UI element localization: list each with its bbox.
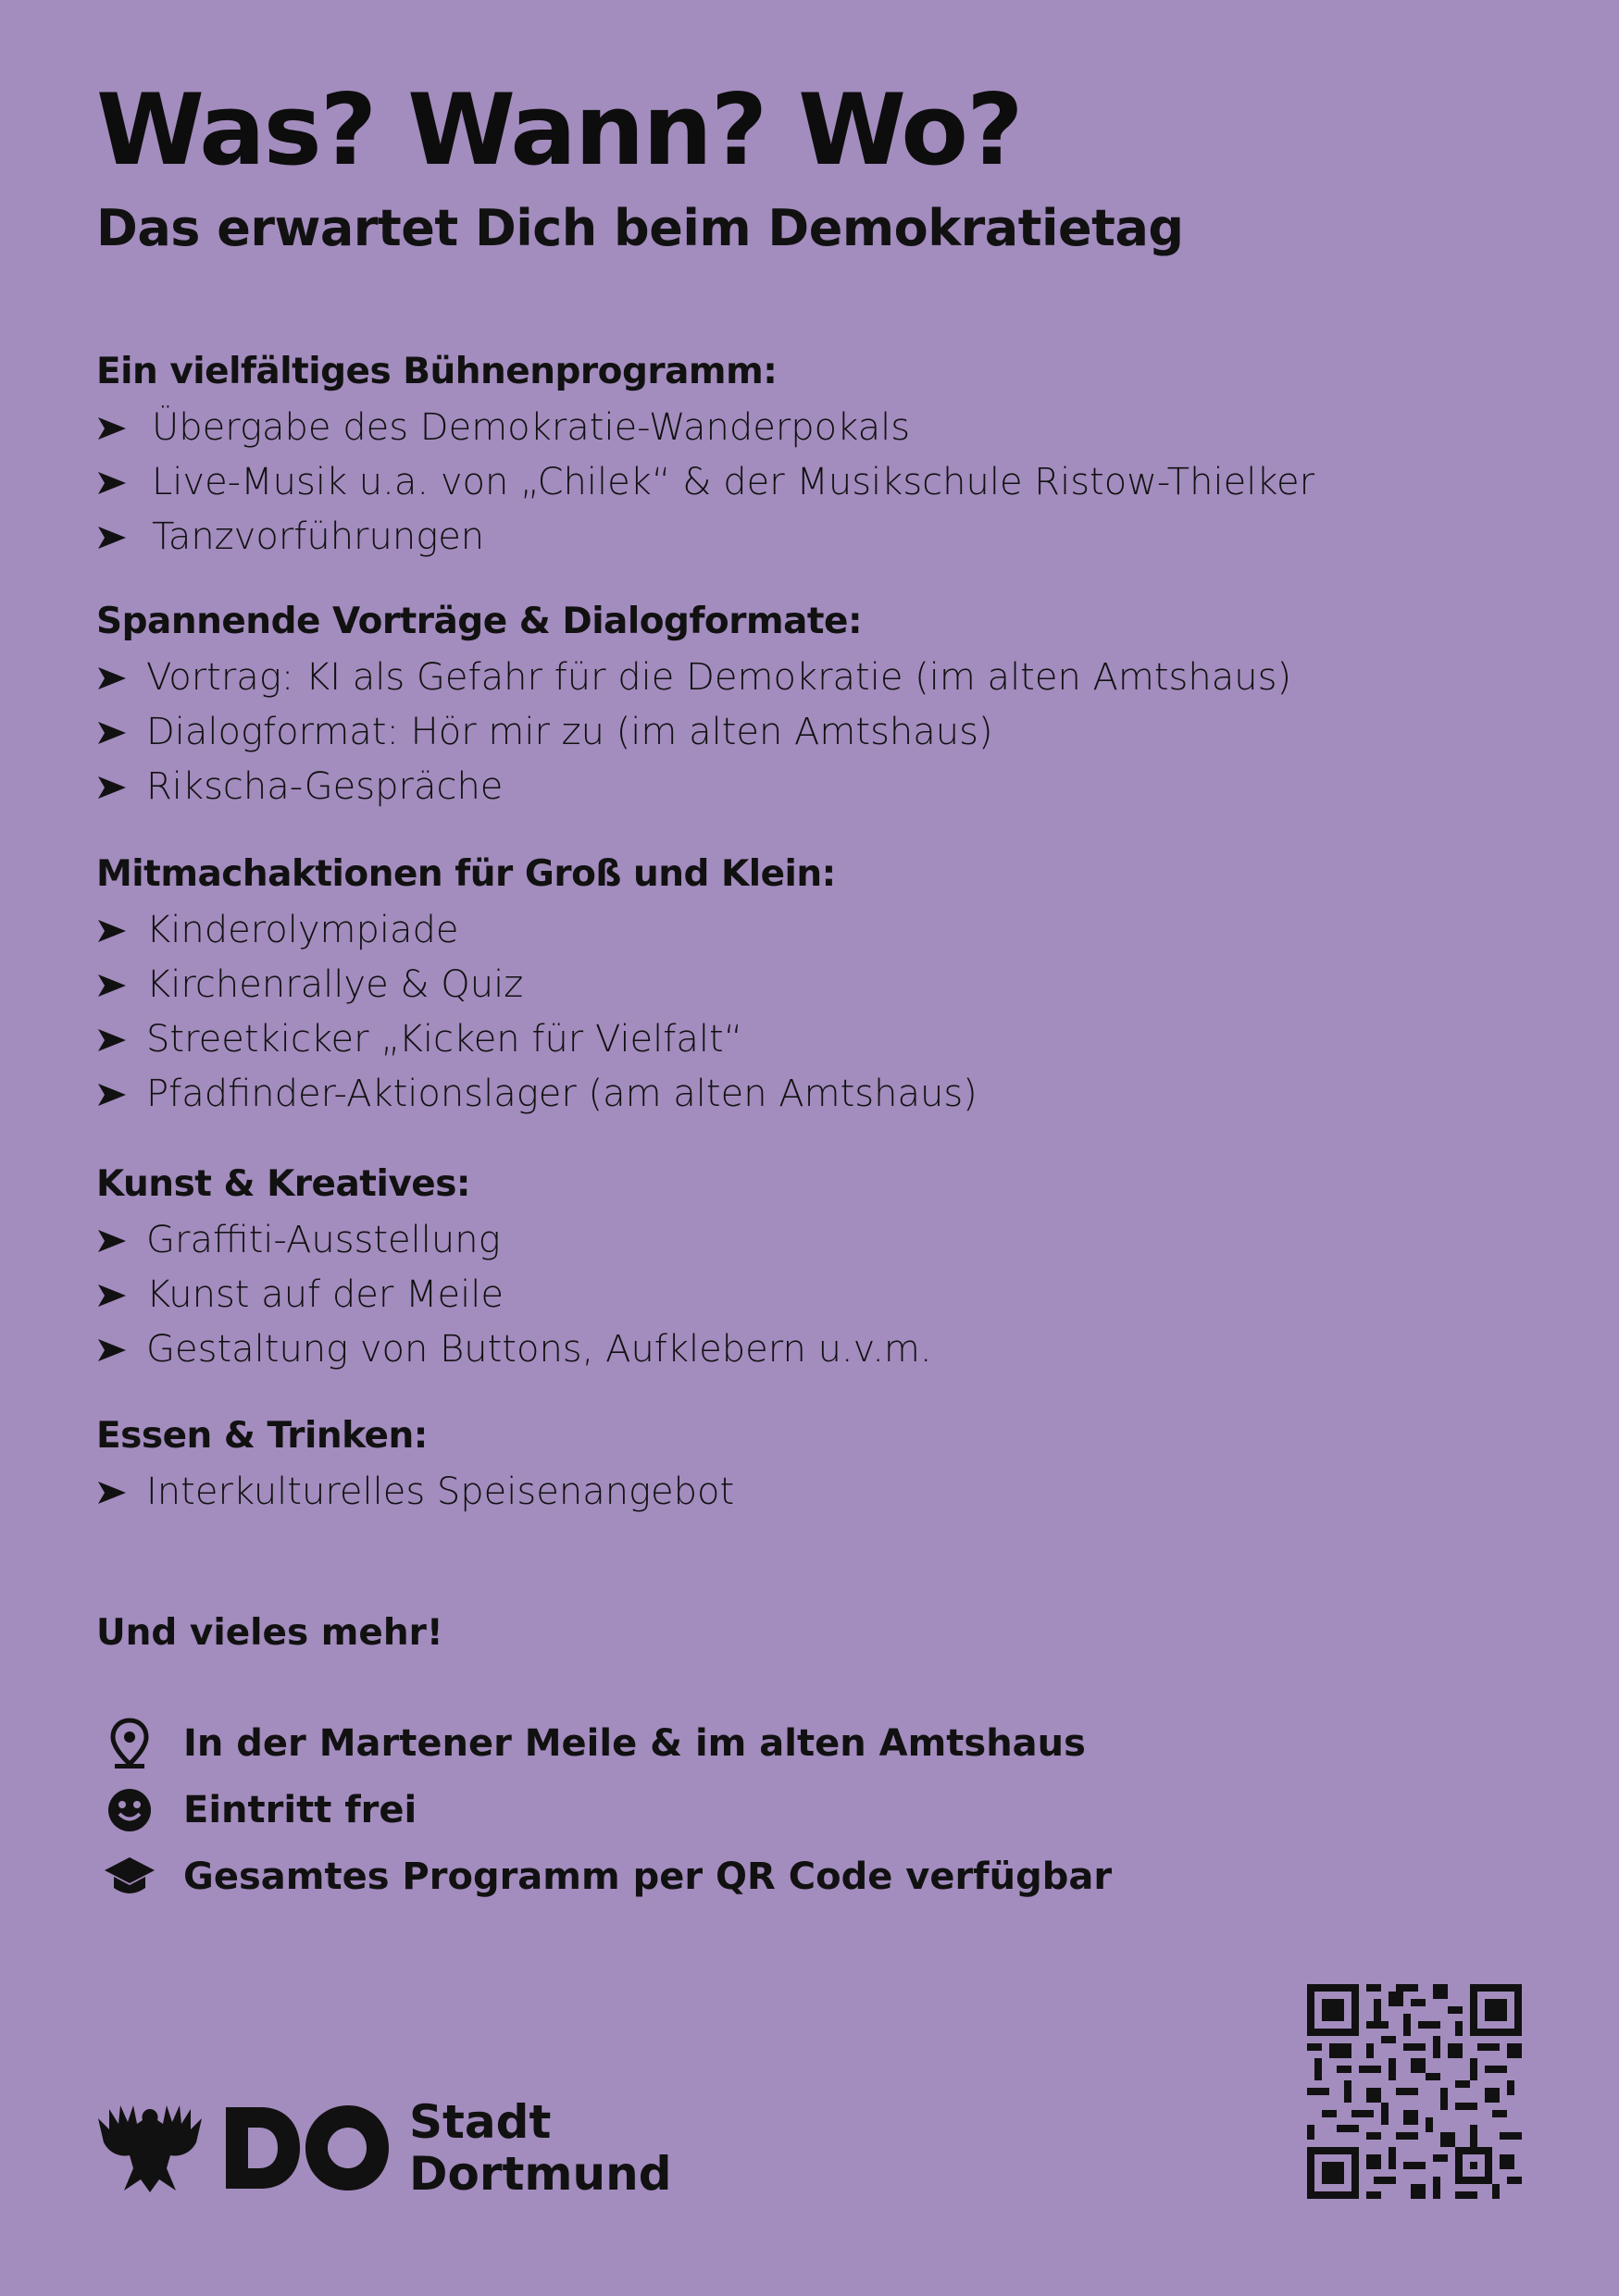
more-text: Und vieles mehr! [96, 1612, 443, 1654]
stadt-dortmund-logo [96, 2096, 672, 2200]
smiley-icon [102, 1782, 157, 1838]
arrow-right-icon [96, 972, 128, 999]
page-title: Was? Wann? Wo? [96, 73, 1022, 187]
location-pin-icon [102, 1716, 157, 1771]
arrow-right-icon [96, 774, 128, 801]
do-logo-mark [224, 2102, 391, 2194]
list-item: Streetkicker „Kicken für Vielfalt“ [96, 1012, 978, 1067]
list-item: Graffiti-Ausstellung [96, 1213, 932, 1268]
graduation-cap-icon [102, 1849, 157, 1905]
info-program: Gesamtes Programm per QR Code verfügbar [102, 1843, 1112, 1910]
arrow-right-icon [96, 1282, 128, 1309]
list-item: Dialogformat: Hör mir zu (im alten Amtshaus) [96, 705, 1291, 760]
info-list [102, 1710, 1112, 1910]
arrow-right-icon [96, 1026, 128, 1054]
list-item: Gestaltung von Buttons, Aufklebern u.v.m. [96, 1322, 932, 1377]
logo-text: Stadt Dortmund [409, 2095, 672, 2201]
info-location: In der Martener Meile & im alten Amtshaus [102, 1710, 1112, 1777]
section-heading: Mitmachaktionen für Groß und Klein: [96, 853, 836, 895]
info-entry: Eintritt frei [102, 1777, 1112, 1843]
arrow-right-icon [96, 469, 128, 497]
section-heading: Kunst & Kreatives: [96, 1163, 471, 1205]
qr-code[interactable] [1307, 1984, 1522, 2199]
list-item: Tanzvorführungen [96, 510, 1314, 565]
arrow-right-icon [96, 664, 128, 692]
arrow-right-icon [96, 1336, 128, 1364]
list-item: Kinderolympiade [96, 903, 978, 958]
arrow-right-icon [96, 524, 128, 552]
list-item: Interkulturelles Speisenangebot [96, 1465, 734, 1520]
arrow-right-icon [96, 1081, 128, 1109]
arrow-right-icon [96, 1227, 128, 1255]
list-item: Übergabe des Demokratie-Wanderpokals [96, 401, 1314, 455]
section-vortraege [96, 597, 1291, 814]
arrow-right-icon [96, 719, 128, 747]
eagle-icon [96, 2102, 204, 2194]
section-heading: Essen & Trinken: [96, 1415, 428, 1457]
list-item: Rikscha-Gespräche [96, 760, 1291, 814]
page-subtitle: Das erwartet Dich beim Demokratietag [96, 199, 1184, 257]
section-essen [96, 1411, 734, 1520]
section-buehnenprogramm [96, 347, 1314, 565]
section-heading: Ein vielfältiges Bühnenprogramm: [96, 351, 778, 392]
list-item: Vortrag: KI als Gefahr für die Demokratie (im alten Amtshaus) [96, 651, 1291, 705]
list-item: Pfadfinder-Aktionslager (am alten Amtshaus) [96, 1067, 978, 1122]
section-kunst [96, 1160, 932, 1377]
arrow-right-icon [96, 1479, 128, 1507]
arrow-right-icon [96, 415, 128, 442]
list-item: Live-Musik u.a. von „Chilek“ & der Musikschule Ristow-Thielker [96, 455, 1314, 510]
arrow-right-icon [96, 917, 128, 945]
section-mitmachaktionen [96, 850, 978, 1122]
section-heading: Spannende Vorträge & Dialogformate: [96, 601, 863, 642]
list-item: Kunst auf der Meile [96, 1268, 932, 1322]
list-item: Kirchenrallye & Quiz [96, 958, 978, 1012]
